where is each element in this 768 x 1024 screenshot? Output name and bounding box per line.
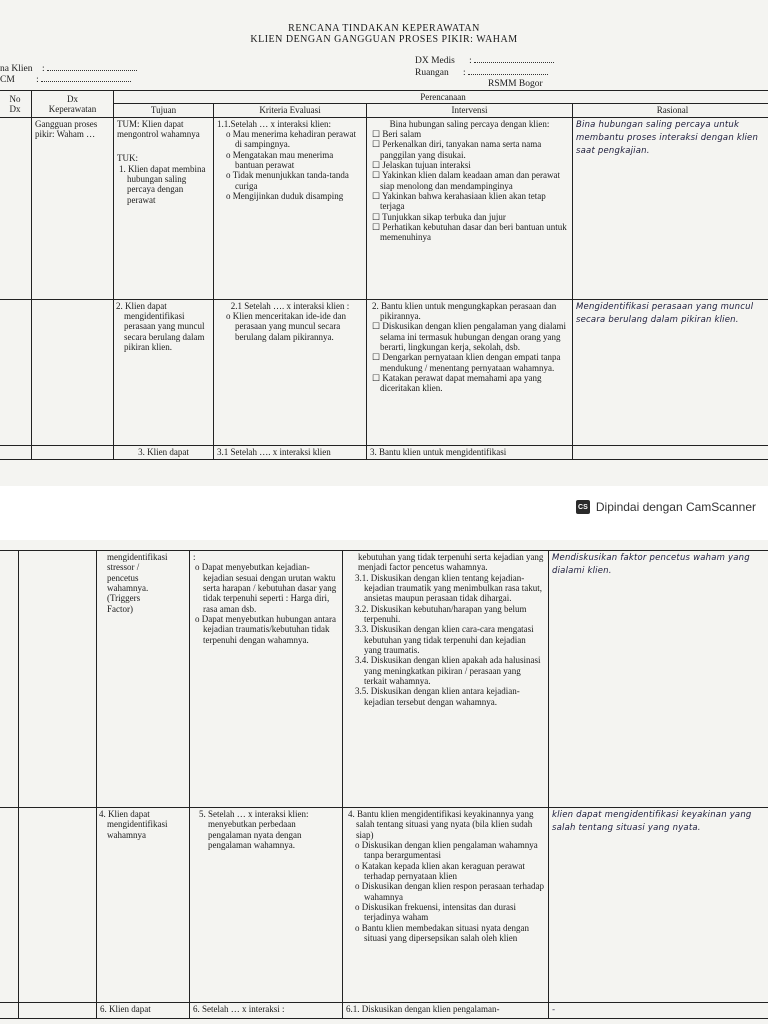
cell-dx xyxy=(19,551,97,808)
cell-tujuan: 6. Klien dapat xyxy=(97,1003,190,1019)
cell-no xyxy=(0,1003,19,1019)
meta-dx-medis: DX Medis : xyxy=(415,56,554,66)
header-no: No Dx xyxy=(0,91,32,118)
cell-kriteria: 6. Setelah … x interaksi : xyxy=(190,1003,343,1019)
care-plan-table-2 xyxy=(0,550,768,1019)
cell-intervensi: 2. Bantu klien untuk mengungkapkan perasaan dan pikirannya. ☐ Diskusikan dengan klien pengalaman yang dialami selama ini termasuk hubungan dengan orang yang berarti, lingkungan kerja, sekolah, dsb. ☐ Dengarkan pernyataan klien dengan empati tanpa mendukung / menentang pernyataan wahamnya. ☐ Katakan perawat dapat memahami apa yang diceritakan klien. xyxy=(367,299,573,445)
camscanner-logo-icon: CS xyxy=(576,500,590,514)
cell-kriteria: 3.1 Setelah …. x interaksi klien xyxy=(214,445,367,459)
cell-dx xyxy=(19,1003,97,1019)
table-row-2 xyxy=(0,299,768,445)
cell-tujuan: mengidentifikasi stressor / pencetus wahamnya. (Triggers Factor) xyxy=(97,551,190,808)
cell-kriteria: 1.1.Setelah … x interaksi klien: o Mau menerima kehadiran perawat di sampingnya. o Mengatakan mau menerima bantuan perawat o Tidak menunjukkan tanda-tanda curiga o Mengijinkan duduk disamping xyxy=(214,117,367,299)
meta-ruangan: Ruangan : xyxy=(415,68,548,78)
cell-rasional: - xyxy=(549,1003,768,1019)
cell-rasional xyxy=(573,445,768,459)
table-row-3-continued xyxy=(0,551,768,808)
header-tujuan: Tujuan xyxy=(114,104,214,117)
table-row-1 xyxy=(0,117,768,299)
scanned-page-2 xyxy=(0,540,768,1024)
header-dx: Dx Keperawatan xyxy=(32,91,114,118)
meta-nama-klien: na Klien : xyxy=(0,64,137,74)
table-row-3 xyxy=(0,445,768,459)
cell-rasional: klien dapat mengidentifikasi keyakinan yang salah tentang situasi yang nyata. xyxy=(549,808,768,1003)
cell-intervensi: 6.1. Diskusikan dengan klien pengalaman- xyxy=(343,1003,549,1019)
cell-rasional: Mendiskusikan faktor pencetus waham yang dialami klien. xyxy=(549,551,768,808)
cell-kriteria: 5. Setelah … x interaksi klien: menyebutkan perbedaan pengalaman nyata dengan pengalaman wahamnya. xyxy=(190,808,343,1003)
cell-kriteria: 2.1 Setelah …. x interaksi klien : o Klien menceritakan ide-ide dan perasaan yang muncul secara berulang dalam pikirannya. xyxy=(214,299,367,445)
document-subtitle: KLIEN DENGAN GANGGUAN PROSES PIKIR: WAHAM xyxy=(250,34,518,45)
cell-tujuan: 2. Klien dapat mengidentifikasi perasaan yang muncul secara berulang dalam pikiran klien. xyxy=(114,299,214,445)
meta-rs: RSMM Bogor xyxy=(488,79,543,89)
cell-rasional: Bina hubungan saling percaya untuk membantu proses interaksi dengan klien saat pengkajian. xyxy=(573,117,768,299)
table-row-5 xyxy=(0,1003,768,1019)
page-gap xyxy=(0,486,768,540)
cell-dx xyxy=(32,299,114,445)
cell-tujuan: 3. Klien dapat xyxy=(114,445,214,459)
cell-intervensi: 3. Bantu klien untuk mengidentifikasi xyxy=(367,445,573,459)
cell-dx: Gangguan proses pikir: Waham … xyxy=(32,117,114,299)
cell-no xyxy=(0,299,32,445)
camscanner-label: Dipindai dengan CamScanner xyxy=(595,500,756,514)
cell-intervensi: kebutuhan yang tidak terpenuhi serta kejadian yang menjadi factor pencetus wahamnya. 3.1. Diskusikan dengan klien tentang kejadian-kejadian traumatik yang menimbulkan rasa takut, ansietas maupun perasaan tidak dihargai. 3.2. Diskusikan kebutuhan/harapan yang belum terpenuhi. 3.3. Diskusikan dengan klien cara-cara mengatasi kebutuhan yang tidak terpenuhi dan kejadian yang traumatis. 3.4. Diskusikan dengan klien apakah ada halusinasi yang meningkatkan pikiran / perasaan yang terkait wahamnya. 3.5. Diskusikan dengan klien antara kejadian-kejadian tersebut dengan wahamnya. xyxy=(343,551,549,808)
meta-cm: CM : xyxy=(0,75,131,85)
cell-dx xyxy=(19,808,97,1003)
care-plan-table-1 xyxy=(0,90,768,460)
cell-tujuan: TUM: Klien dapat mengontrol wahamnya TUK: 1. Klien dapat membina hubungan saling percaya dengan perawat xyxy=(114,117,214,299)
document-title: RENCANA TINDAKAN KEPERAWATAN xyxy=(288,23,480,34)
header-intervensi: Intervensi xyxy=(367,104,573,117)
cell-dx xyxy=(32,445,114,459)
cell-no xyxy=(0,445,32,459)
header-perencanaan: Perencanaan xyxy=(114,91,768,104)
cell-rasional: Mengidentifikasi perasaan yang muncul secara berulang dalam pikiran klien. xyxy=(573,299,768,445)
table-row-4 xyxy=(0,808,768,1003)
cell-tujuan: 4. Klien dapat mengidentifikasi wahamnya xyxy=(97,808,190,1003)
cell-intervensi: 4. Bantu klien mengidentifikasi keyakinannya yang salah tentang situasi yang nyata (bila klien sudah siap) o Diskusikan dengan klien pengalaman wahamnya tanpa berargumentasi o Katakan kepada klien akan keraguan perawat terhadap pernyataan klien o Diskusikan dengan klien respon perasaan terhadap wahamnya o Diskusikan frekuensi, intensitas dan durasi terjadinya waham o Bantu klien membedakan situasi nyata dengan situasi yang dipersepsikan salah oleh klien xyxy=(343,808,549,1003)
cell-no xyxy=(0,551,19,808)
camscanner-watermark xyxy=(576,500,756,514)
header-rasional: Rasional xyxy=(573,104,768,117)
scanned-page-1 xyxy=(0,0,768,486)
cell-no xyxy=(0,808,19,1003)
cell-intervensi: Bina hubungan saling percaya dengan klien: ☐ Beri salam ☐ Perkenalkan diri, tanyakan nama serta nama panggilan yang disukai. ☐ Jelaskan tujuan interaksi ☐ Yakinkan klien dalam keadaan aman dan perawat siap menolong dan mendampinginya ☐ Yakinkan bahwa kerahasiaan klien akan tetap terjaga ☐ Tunjukkan sikap terbuka dan jujur ☐ Perhatikan kebutuhan dasar dan beri bantuan untuk memenuhinya xyxy=(367,117,573,299)
header-kriteria: Kriteria Evaluasi xyxy=(214,104,367,117)
cell-no xyxy=(0,117,32,299)
cell-kriteria: : o Dapat menyebutkan kejadian-kejadian sesuai dengan urutan waktu serta harapan / kebutuhan dasar yang tidak terpenuhi seperti : Harga diri, rasa aman dsb. o Dapat menyebutkan hubungan antara kejadian traumatis/kebutuhan tidak terpenuhi dengan wahamnya. xyxy=(190,551,343,808)
